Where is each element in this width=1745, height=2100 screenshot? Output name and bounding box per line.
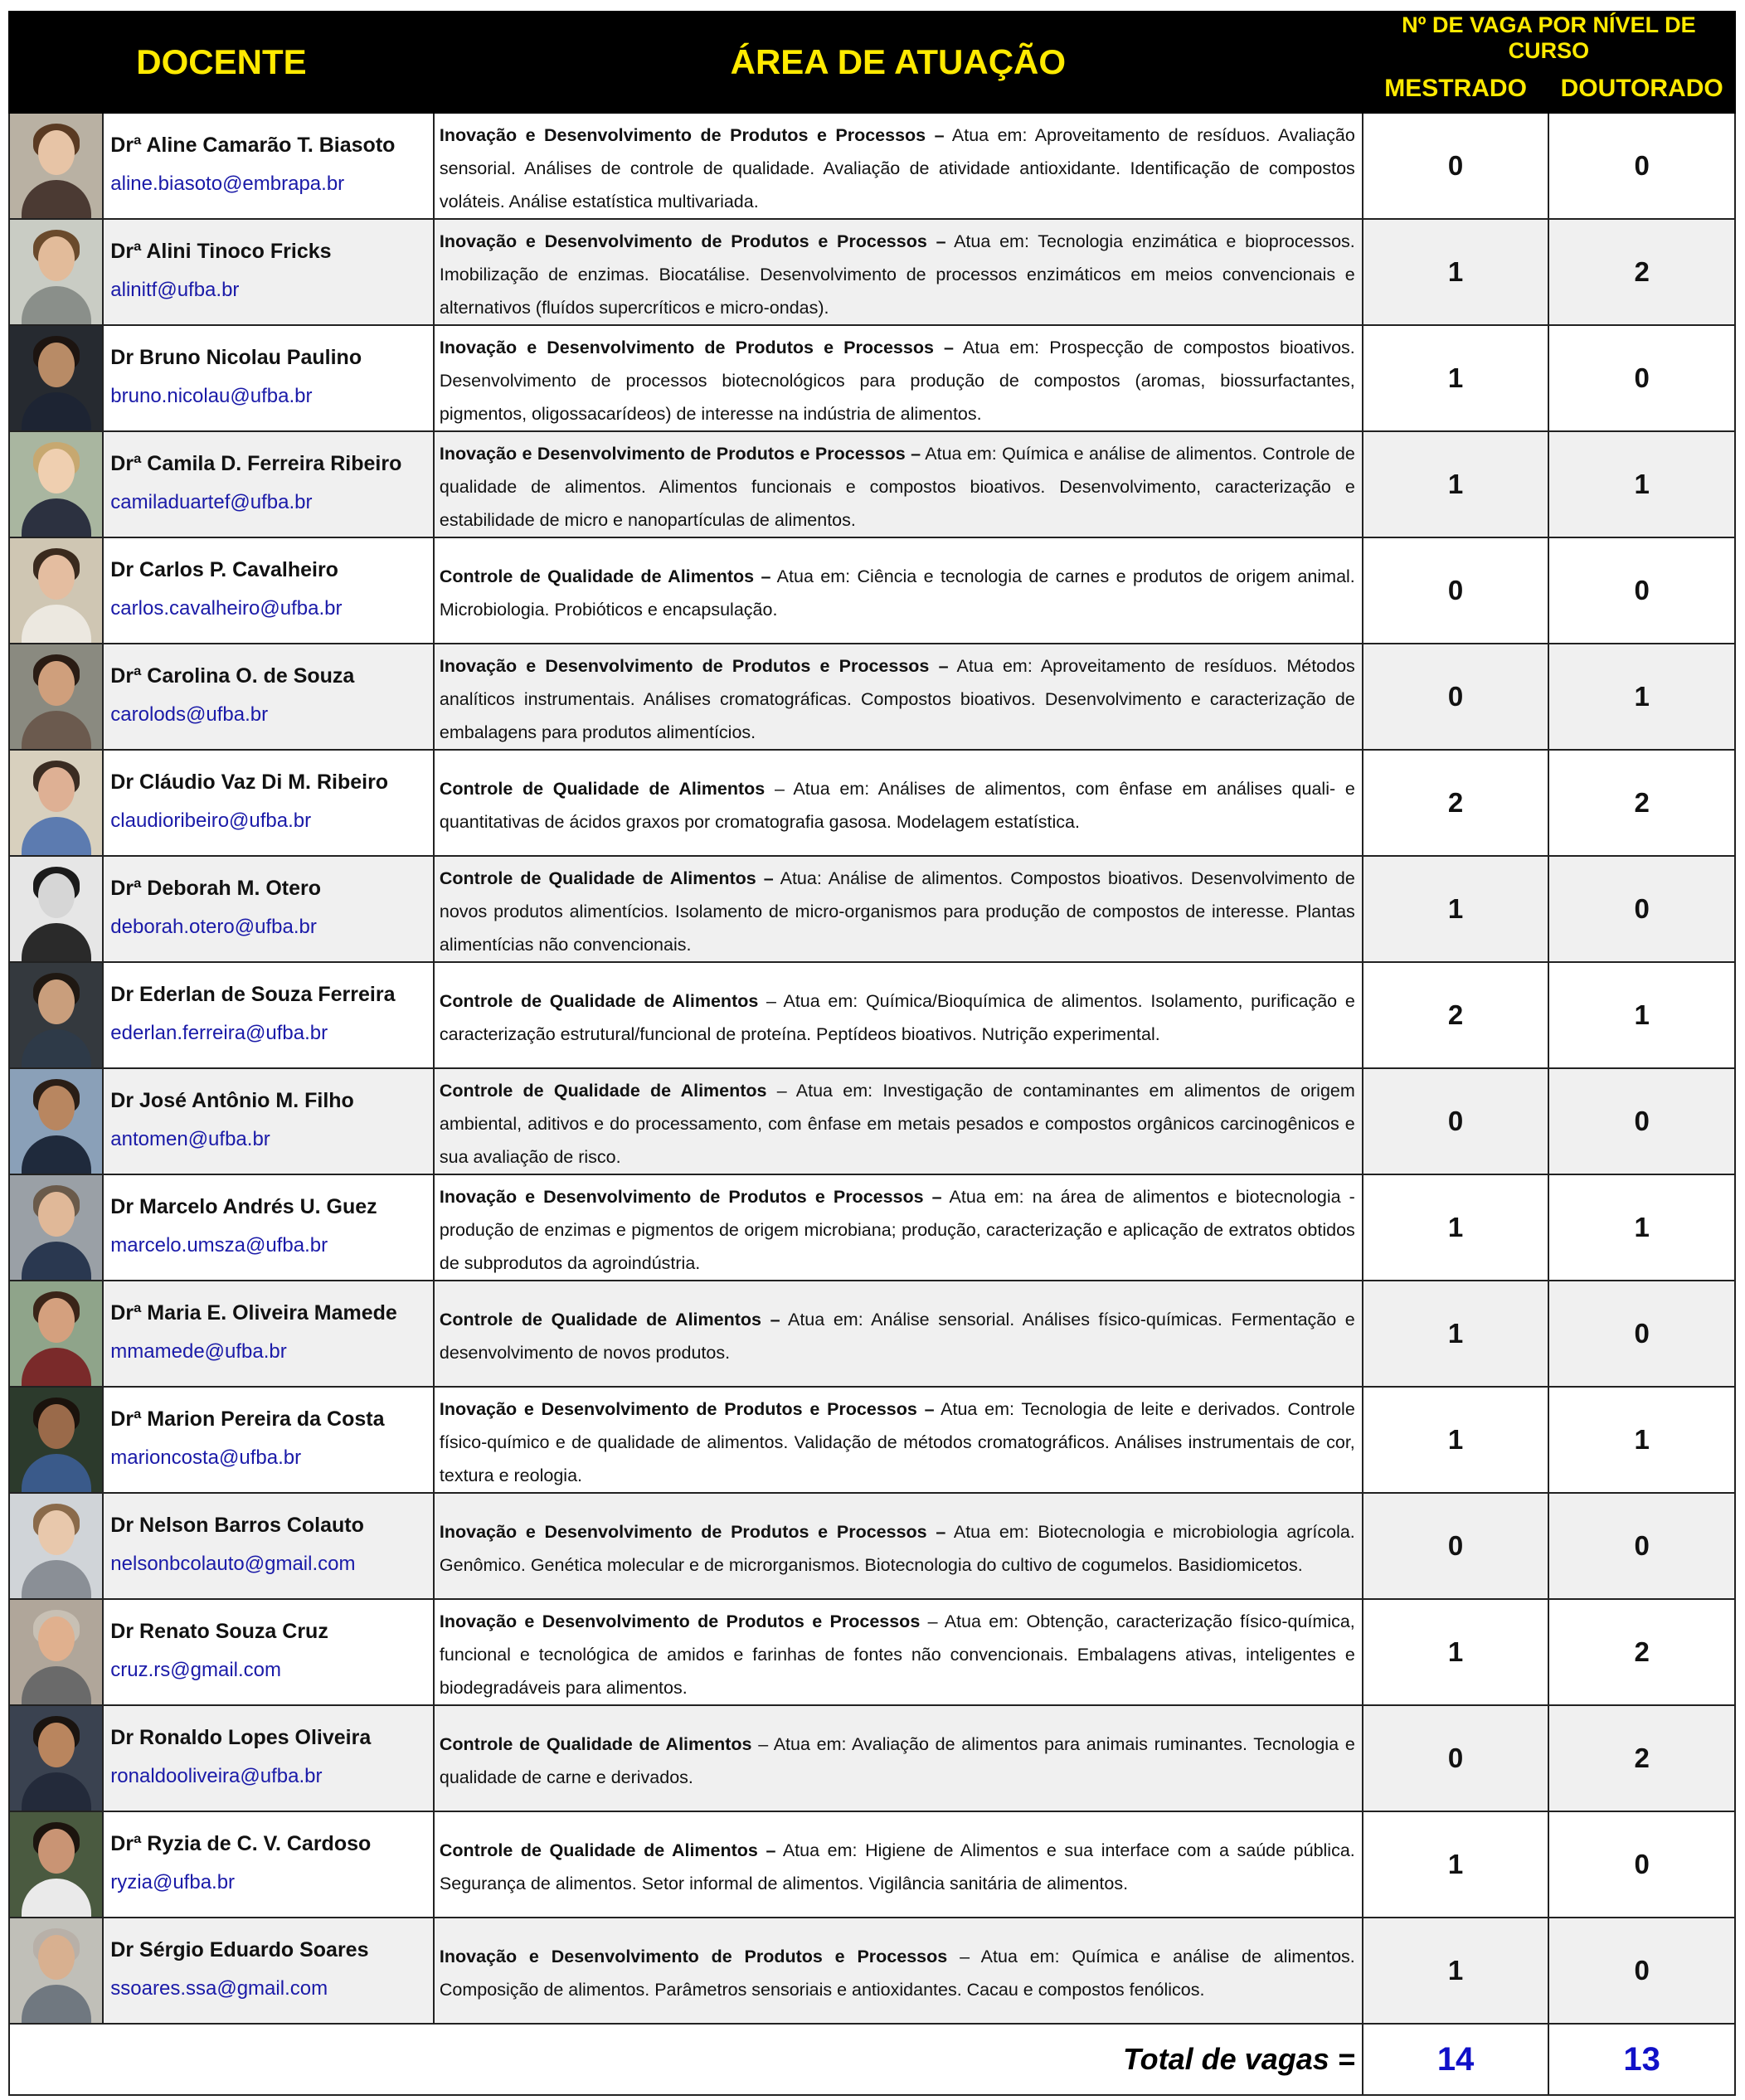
docente-photo-cell bbox=[9, 219, 103, 325]
docente-photo-cell bbox=[9, 325, 103, 431]
area-cell bbox=[434, 962, 1363, 1068]
mestrado-count: 0 bbox=[1363, 1493, 1549, 1599]
docente-cell bbox=[103, 1705, 434, 1811]
area-description: Atua em: Biotecnologia e microbiologia agrícola. Genômico. Genética molecular e de microrganismos. Biotecnologia do cultivo de cogumelos. Basidiomicetos. bbox=[439, 1522, 1355, 1575]
mestrado-count: 1 bbox=[1363, 431, 1549, 537]
docente-email[interactable]: ronaldooliveira@ufba.br bbox=[110, 1765, 323, 1787]
docente-email[interactable]: ssoares.ssa@gmail.com bbox=[110, 1977, 328, 2000]
docente-photo-cell bbox=[9, 1811, 103, 1918]
area-description: – Atua em: Obtenção, caracterização físico-química, funcional e tecnológica de amidos e farinhas de fontes não convencionais. Embalagens ativas, inteligentes e biodegradáveis para alimentos. bbox=[439, 1611, 1355, 1698]
docente-photo-cell bbox=[9, 1918, 103, 2024]
docente-email[interactable]: ryzia@ufba.br bbox=[110, 1871, 236, 1893]
avatar bbox=[10, 432, 103, 537]
docente-name: Dr Ronaldo Lopes Oliveira bbox=[110, 1726, 372, 1749]
area-description: – Atua em: Análises de alimentos, com ênfase em análises quali- e quantitativas de ácidos graxos por cromatografia gasosa. Modelagem estatística. bbox=[439, 779, 1355, 832]
mestrado-count: 2 bbox=[1363, 962, 1549, 1068]
docente-name: Dr Ederlan de Souza Ferreira bbox=[110, 983, 396, 1006]
area-title: Inovação e Desenvolvimento de Produtos e Processos – bbox=[439, 231, 946, 251]
avatar bbox=[10, 1069, 103, 1174]
docente-photo-cell bbox=[9, 1493, 103, 1599]
docente-name: Drª Maria E. Oliveira Mamede bbox=[110, 1301, 397, 1325]
avatar bbox=[10, 538, 103, 643]
header-vagas: Nº DE VAGA POR NÍVEL DE CURSO bbox=[1363, 12, 1735, 65]
area-description: Atua em: Higiene de Alimentos e sua interface com a saúde pública. Segurança de alimentos. Setor informal de alimentos. Vigilância sanitária de alimentos. bbox=[439, 1840, 1355, 1893]
total-row bbox=[9, 2024, 1735, 2095]
avatar bbox=[10, 963, 103, 1067]
area-title: Controle de Qualidade de Alimentos – bbox=[439, 1840, 776, 1860]
area-cell bbox=[434, 537, 1363, 644]
header-area: ÁREA DE ATUAÇÃO bbox=[434, 12, 1363, 113]
doutorado-count: 2 bbox=[1548, 750, 1735, 856]
docente-email[interactable]: alinitf@ufba.br bbox=[110, 279, 240, 301]
doutorado-count: 0 bbox=[1548, 537, 1735, 644]
area-cell bbox=[434, 1174, 1363, 1281]
area-title: Controle de Qualidade de Alimentos – bbox=[439, 868, 774, 888]
docente-photo-cell bbox=[9, 962, 103, 1068]
docente-photo-cell bbox=[9, 856, 103, 962]
area-title: Controle de Qualidade de Alimentos bbox=[439, 779, 766, 799]
docente-email[interactable]: antomen@ufba.br bbox=[110, 1128, 270, 1150]
area-description: Atua em: Análise sensorial. Análises físico-químicas. Fermentação e desenvolvimento de novos produtos. bbox=[439, 1310, 1355, 1363]
mestrado-count: 1 bbox=[1363, 1174, 1549, 1281]
area-cell bbox=[434, 1705, 1363, 1811]
doutorado-count: 0 bbox=[1548, 1918, 1735, 2024]
vacancy-table bbox=[8, 11, 1736, 2096]
header-doutorado: DOUTORADO bbox=[1548, 65, 1735, 113]
doutorado-count: 2 bbox=[1548, 219, 1735, 325]
docente-cell bbox=[103, 1068, 434, 1174]
area-cell bbox=[434, 856, 1363, 962]
docente-cell bbox=[103, 644, 434, 750]
avatar bbox=[10, 1812, 103, 1917]
area-title: Controle de Qualidade de Alimentos bbox=[439, 1081, 767, 1101]
docente-cell bbox=[103, 962, 434, 1068]
docente-name: Dr Cláudio Vaz Di M. Ribeiro bbox=[110, 770, 389, 794]
mestrado-count: 0 bbox=[1363, 537, 1549, 644]
mestrado-count: 0 bbox=[1363, 644, 1549, 750]
docente-name: Drª Alini Tinoco Fricks bbox=[110, 240, 332, 263]
doutorado-count: 2 bbox=[1548, 1599, 1735, 1705]
area-description: Atua em: Química e análise de alimentos. Controle de qualidade de alimentos. Alimentos funcionais e compostos bioativos. Desenvolvimento, caracterização e estabilidade de micro e nanopartículas de alimentos. bbox=[439, 444, 1355, 530]
docente-cell bbox=[103, 219, 434, 325]
area-description: – Atua em: Avaliação de alimentos para animais ruminantes. Tecnologia e qualidade de carne e derivados. bbox=[439, 1734, 1355, 1787]
docente-cell bbox=[103, 537, 434, 644]
docente-email[interactable]: deborah.otero@ufba.br bbox=[110, 916, 317, 938]
area-description: Atua em: na área de alimentos e biotecnologia - produção de enzimas e pigmentos de origem microbiana; produção, caracterização e aplicação de extratos obtidos de subprodutos da agroindústria. bbox=[439, 1187, 1355, 1273]
mestrado-count: 1 bbox=[1363, 325, 1549, 431]
avatar bbox=[10, 1175, 103, 1280]
area-title: Controle de Qualidade de Alimentos bbox=[439, 991, 759, 1011]
area-description: Atua: Análise de alimentos. Compostos bioativos. Desenvolvimento de novos produtos alimentícios. Isolamento de micro-organismos para produção de compostos de interesse. Plantas alimentícias não convencionais. bbox=[439, 868, 1355, 955]
docente-cell bbox=[103, 1918, 434, 2024]
doutorado-count: 1 bbox=[1548, 431, 1735, 537]
docente-cell bbox=[103, 113, 434, 219]
table-row bbox=[9, 962, 1735, 1068]
area-title: Inovação e Desenvolvimento de Produtos e Processos – bbox=[439, 444, 921, 464]
avatar bbox=[10, 1281, 103, 1386]
docente-cell bbox=[103, 431, 434, 537]
total-mestrado: 14 bbox=[1363, 2024, 1549, 2095]
avatar bbox=[10, 326, 103, 430]
area-description: – Atua em: Química e análise de alimentos. Composição de alimentos. Parâmetros sensoriais e antioxidantes. Cacau e compostos fenólicos. bbox=[439, 1947, 1355, 2000]
docente-cell bbox=[103, 750, 434, 856]
doutorado-count: 0 bbox=[1548, 1281, 1735, 1387]
mestrado-count: 1 bbox=[1363, 1918, 1549, 2024]
area-cell bbox=[434, 1387, 1363, 1493]
mestrado-count: 2 bbox=[1363, 750, 1549, 856]
table-row bbox=[9, 1918, 1735, 2024]
docente-email[interactable]: marioncosta@ufba.br bbox=[110, 1446, 302, 1469]
mestrado-count: 0 bbox=[1363, 1705, 1549, 1811]
docente-photo-cell bbox=[9, 1281, 103, 1387]
doutorado-count: 0 bbox=[1548, 856, 1735, 962]
docente-photo-cell bbox=[9, 537, 103, 644]
docente-cell bbox=[103, 1281, 434, 1387]
area-title: Controle de Qualidade de Alimentos – bbox=[439, 1310, 780, 1330]
area-title: Inovação e Desenvolvimento de Produtos e Processos – bbox=[439, 125, 945, 145]
docente-email[interactable]: carlos.cavalheiro@ufba.br bbox=[110, 597, 343, 620]
table-row bbox=[9, 1493, 1735, 1599]
avatar bbox=[10, 1706, 103, 1811]
docente-name: Drª Deborah M. Otero bbox=[110, 877, 322, 900]
table-row bbox=[9, 1387, 1735, 1493]
doutorado-count: 0 bbox=[1548, 1493, 1735, 1599]
area-description: Atua em: Tecnologia enzimática e bioprocessos. Imobilização de enzimas. Biocatálise. Desenvolvimento de processos enzimáticos em meios convencionais e alternativos (fluídos supercríticos e micro-ondas). bbox=[439, 231, 1355, 318]
docente-name: Dr José Antônio M. Filho bbox=[110, 1089, 354, 1112]
docente-photo-cell bbox=[9, 644, 103, 750]
avatar bbox=[10, 1600, 103, 1704]
table-row bbox=[9, 219, 1735, 325]
avatar bbox=[10, 1494, 103, 1598]
area-description: Atua em: Tecnologia de leite e derivados. Controle físico-químico e de qualidade de alimentos. Validação de métodos cromatográficos. Análises instrumentais de cor, textura e reologia. bbox=[439, 1399, 1355, 1485]
mestrado-count: 0 bbox=[1363, 113, 1549, 219]
docente-cell bbox=[103, 325, 434, 431]
docente-name: Dr Marcelo Andrés U. Guez bbox=[110, 1195, 377, 1218]
avatar bbox=[10, 220, 103, 324]
table-row bbox=[9, 1174, 1735, 1281]
docente-name: Dr Nelson Barros Colauto bbox=[110, 1514, 364, 1537]
area-description: – Atua em: Química/Bioquímica de alimentos. Isolamento, purificação e caracterização estrutural/funcional de proteína. Peptídeos bioativos. Nutrição experimental. bbox=[439, 991, 1355, 1044]
docente-cell bbox=[103, 1811, 434, 1918]
table-row bbox=[9, 431, 1735, 537]
doutorado-count: 1 bbox=[1548, 962, 1735, 1068]
table-row bbox=[9, 1705, 1735, 1811]
docente-email[interactable]: ederlan.ferreira@ufba.br bbox=[110, 1022, 328, 1044]
area-cell bbox=[434, 1599, 1363, 1705]
docente-email[interactable]: cruz.rs@gmail.com bbox=[110, 1659, 282, 1681]
mestrado-count: 1 bbox=[1363, 1281, 1549, 1387]
avatar bbox=[10, 644, 103, 749]
area-cell bbox=[434, 113, 1363, 219]
docente-cell bbox=[103, 1599, 434, 1705]
docente-cell bbox=[103, 1387, 434, 1493]
area-cell bbox=[434, 1918, 1363, 2024]
table-row bbox=[9, 1811, 1735, 1918]
area-description: – Atua em: Investigação de contaminantes em alimentos de origem ambiental, aditivos e do processamento, com ênfase em metais pesados e compostos orgânicos carcinogênicos e sua avaliação de risco. bbox=[439, 1081, 1355, 1167]
area-description: Atua em: Prospecção de compostos bioativos. Desenvolvimento de processos biotecnológicos para produção de compostos (aromas, biossurfactantes, pigmentos, oligossacarídeos) de interesse na indústria de alimentos. bbox=[439, 338, 1355, 424]
table-row bbox=[9, 113, 1735, 219]
area-cell bbox=[434, 219, 1363, 325]
avatar bbox=[10, 1918, 103, 2023]
docente-photo-cell bbox=[9, 1174, 103, 1281]
docente-photo-cell bbox=[9, 1068, 103, 1174]
header-row bbox=[9, 12, 1735, 65]
docente-name: Drª Camila D. Ferreira Ribeiro bbox=[110, 452, 402, 475]
area-title: Controle de Qualidade de Alimentos – bbox=[439, 566, 771, 586]
docente-cell bbox=[103, 1493, 434, 1599]
docente-name: Drª Carolina O. de Souza bbox=[110, 664, 355, 688]
docente-name: Drª Aline Camarão T. Biasoto bbox=[110, 134, 396, 157]
mestrado-count: 0 bbox=[1363, 1068, 1549, 1174]
area-cell bbox=[434, 1281, 1363, 1387]
docente-name: Drª Marion Pereira da Costa bbox=[110, 1407, 385, 1431]
total-doutorado: 13 bbox=[1548, 2024, 1735, 2095]
docente-name: Dr Sérgio Eduardo Soares bbox=[110, 1938, 369, 1961]
header-docente: DOCENTE bbox=[9, 12, 434, 113]
docente-photo-cell bbox=[9, 1387, 103, 1493]
docente-email[interactable]: claudioribeiro@ufba.br bbox=[110, 809, 312, 832]
docente-name: Drª Ryzia de C. V. Cardoso bbox=[110, 1832, 372, 1855]
area-title: Inovação e Desenvolvimento de Produtos e Processos bbox=[439, 1947, 948, 1966]
doutorado-count: 0 bbox=[1548, 1068, 1735, 1174]
docente-email[interactable]: nelsonbcolauto@gmail.com bbox=[110, 1553, 356, 1575]
doutorado-count: 2 bbox=[1548, 1705, 1735, 1811]
docente-photo-cell bbox=[9, 431, 103, 537]
avatar bbox=[10, 857, 103, 961]
avatar bbox=[10, 1388, 103, 1492]
table-row bbox=[9, 1281, 1735, 1387]
mestrado-count: 1 bbox=[1363, 856, 1549, 962]
docente-cell bbox=[103, 856, 434, 962]
area-title: Inovação e Desenvolvimento de Produtos e Processos – bbox=[439, 338, 954, 357]
table-row bbox=[9, 537, 1735, 644]
docente-cell bbox=[103, 1174, 434, 1281]
doutorado-count: 1 bbox=[1548, 1387, 1735, 1493]
doutorado-count: 0 bbox=[1548, 1811, 1735, 1918]
docente-email[interactable]: bruno.nicolau@ufba.br bbox=[110, 385, 313, 407]
doutorado-count: 0 bbox=[1548, 325, 1735, 431]
docente-photo-cell bbox=[9, 1599, 103, 1705]
area-cell bbox=[434, 431, 1363, 537]
docente-email[interactable]: carolods@ufba.br bbox=[110, 703, 269, 726]
mestrado-count: 1 bbox=[1363, 219, 1549, 325]
area-description: Atua em: Aproveitamento de resíduos. Avaliação sensorial. Análises de controle de qualidade. Avaliação de atividade antioxidante. Identificação de compostos voláteis. Análise estatística multivariada. bbox=[439, 125, 1355, 211]
docente-email[interactable]: camiladuartef@ufba.br bbox=[110, 491, 313, 513]
avatar bbox=[10, 114, 103, 218]
area-description: Atua em: Ciência e tecnologia de carnes e produtos de origem animal. Microbiologia. Probióticos e encapsulação. bbox=[439, 566, 1355, 620]
area-title: Inovação e Desenvolvimento de Produtos e Processos – bbox=[439, 1522, 946, 1542]
docente-photo-cell bbox=[9, 750, 103, 856]
area-title: Inovação e Desenvolvimento de Produtos e Processos bbox=[439, 1611, 921, 1631]
area-cell bbox=[434, 750, 1363, 856]
docente-email[interactable]: aline.biasoto@embrapa.br bbox=[110, 173, 345, 195]
header-mestrado: MESTRADO bbox=[1363, 65, 1549, 113]
area-cell bbox=[434, 1811, 1363, 1918]
table-row bbox=[9, 1068, 1735, 1174]
table-row bbox=[9, 644, 1735, 750]
mestrado-count: 1 bbox=[1363, 1387, 1549, 1493]
avatar bbox=[10, 751, 103, 855]
doutorado-count: 1 bbox=[1548, 1174, 1735, 1281]
area-description: Atua em: Aproveitamento de resíduos. Métodos analíticos instrumentais. Análises cromatográficas. Compostos bioativos. Desenvolvimento e caracterização de embalagens para produtos alimentícios. bbox=[439, 656, 1355, 742]
docente-photo-cell bbox=[9, 113, 103, 219]
docente-name: Dr Renato Souza Cruz bbox=[110, 1620, 328, 1643]
area-title: Inovação e Desenvolvimento de Produtos e Processos – bbox=[439, 656, 949, 676]
total-label: Total de vagas = bbox=[9, 2024, 1363, 2095]
mestrado-count: 1 bbox=[1363, 1599, 1549, 1705]
docente-name: Dr Carlos P. Cavalheiro bbox=[110, 558, 338, 581]
area-cell bbox=[434, 325, 1363, 431]
area-cell bbox=[434, 1068, 1363, 1174]
table-row bbox=[9, 750, 1735, 856]
docente-name: Dr Bruno Nicolau Paulino bbox=[110, 346, 362, 369]
area-title: Controle de Qualidade de Alimentos bbox=[439, 1734, 752, 1754]
area-cell bbox=[434, 644, 1363, 750]
docente-email[interactable]: mmamede@ufba.br bbox=[110, 1340, 287, 1363]
area-cell bbox=[434, 1493, 1363, 1599]
docente-email[interactable]: marcelo.umsza@ufba.br bbox=[110, 1234, 328, 1257]
area-title: Inovação e Desenvolvimento de Produtos e Processos – bbox=[439, 1187, 942, 1207]
table-row bbox=[9, 325, 1735, 431]
doutorado-count: 0 bbox=[1548, 113, 1735, 219]
mestrado-count: 1 bbox=[1363, 1811, 1549, 1918]
docente-photo-cell bbox=[9, 1705, 103, 1811]
area-title: Inovação e Desenvolvimento de Produtos e Processos – bbox=[439, 1399, 935, 1419]
table-row bbox=[9, 856, 1735, 962]
doutorado-count: 1 bbox=[1548, 644, 1735, 750]
table-row bbox=[9, 1599, 1735, 1705]
